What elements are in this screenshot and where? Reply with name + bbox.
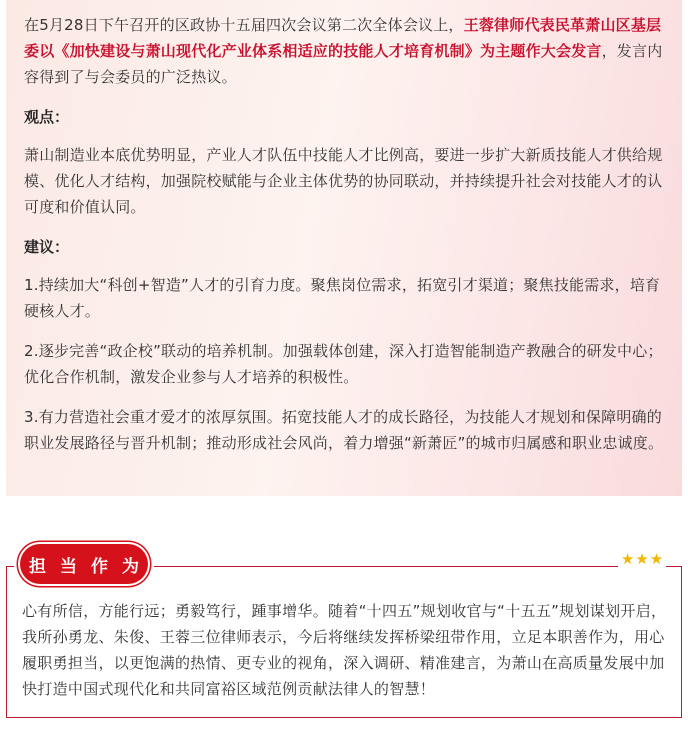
star-icon: ★ [635,549,649,568]
intro-highlight: 王蓉律师代表民革萧山区基层委以《加快建设与萧山现代化产业体系相适应的技能人才培育机制》为主题作大会发言 [24,16,662,60]
viewpoint-text: 萧山制造业本底优势明显，产业人才队伍中技能人才比例高，要进一步扩大新质技能人才供给规模、优化人才结构，加强院校赋能与企业主体优势的协同联动，并持续提升社会对技能人才的认可度和价值认同。 [24,146,663,216]
intro-pre: 在5月28日下午召开的区政协十五届四次会议第二次全体会议上， [24,16,464,34]
star-icon: ★ [620,549,635,568]
suggestion-heading: 建议： [24,238,70,256]
article-card [6,0,682,496]
section-badge-label: 担当作为 [29,556,153,577]
suggestion-item-3: 3.有力营造社会重才爱才的浓厚氛围。拓宽技能人才的成长路径，为技能人才规划和保障明确的职业发展路径与晋升机制；推动形成社会风尚，着力增强“新萧匠”的城市归属感和职业忠诚度。 [24,408,664,452]
intro-post: ，发言内容得到了与会委员的广泛热议。 [24,42,663,86]
section-badge [20,544,153,584]
suggestion-item-1: 1.持续加大“科创+智造”人才的引育力度。聚焦岗位需求，拓宽引才渠道；聚焦技能需求，培育硬核人才。 [24,276,661,320]
section-text: 心有所信，方能行远；勇毅笃行，踵事增华。随着“十四五”规划收官与“十五五”规划谋划开启，我所孙勇龙、朱俊、王蓉三位律师表示，今后将继续发挥桥梁纽带作用，立足本职善作为，用心履职勇担当，以更饱满的热情、更专业的视角，深入调研、精准建言，为萧山在高质量发展中加快打造中国式现代化和共同富裕区域范例贡献法律人的智慧！ [22,602,667,698]
intro-paragraph [24,12,668,90]
three-stars-icon [618,550,666,568]
star-icon: ★ [649,549,664,568]
suggestion-item-2: 2.逐步完善“政企校”联动的培养机制。加强载体创建，深入打造智能制造产教融合的研发中心；优化合作机制，激发企业参与人才培养的积极性。 [24,342,663,386]
section-badge-wrap [14,538,154,590]
viewpoint-heading: 观点： [24,108,70,126]
